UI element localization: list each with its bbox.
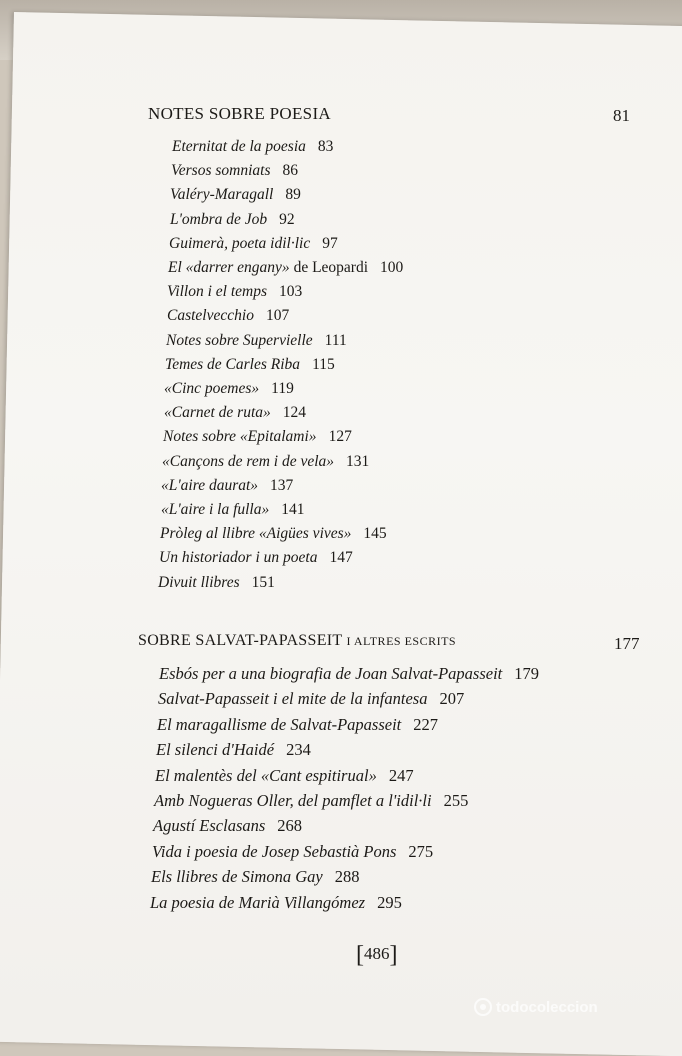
toc-entry — [158, 689, 464, 709]
toc-entry-page: 151 — [251, 573, 275, 591]
toc-entry-page: 268 — [277, 816, 303, 836]
watermark-text: todocoleccion — [496, 998, 598, 1016]
bracket-right: ] — [389, 942, 398, 968]
toc-entry — [172, 138, 333, 156]
toc-entry-title: La poesia de Marià Villangómez — [150, 892, 366, 912]
toc-entry-title: Temes de Carles Riba — [165, 355, 301, 373]
toc-entry — [153, 816, 302, 836]
toc-entry — [150, 893, 402, 913]
toc-entry-title: «Cançons de rem i de vela» — [162, 452, 335, 470]
toc-entry-title: Un historiador i un poeta — [159, 549, 318, 567]
toc-entry — [157, 715, 438, 735]
toc-entry-page: 131 — [346, 452, 370, 470]
toc-entry-page: 115 — [312, 355, 335, 373]
toc-entry-title: L'ombra de Job — [170, 210, 268, 228]
toc-entry-title: Agustí Esclasans — [153, 816, 266, 836]
toc-entry-page: 92 — [279, 210, 295, 228]
toc-entry — [158, 574, 275, 592]
toc-entry-title: Castelvecchio — [167, 307, 254, 325]
toc-entry-title: Eternitat de la poesia — [172, 138, 306, 155]
toc-entry — [170, 211, 295, 229]
section-title-salvat-papasseit — [138, 632, 456, 650]
toc-entry-title: Villon i el temps — [167, 283, 268, 301]
toc-entry-page: 86 — [282, 162, 298, 180]
toc-entry-title: Divuit llibres — [158, 573, 240, 591]
toc-entry-page: 288 — [334, 867, 360, 887]
toc-entry-page: 127 — [328, 428, 352, 446]
page-number — [356, 942, 398, 969]
toc-entry-title: Amb Nogueras Oller, del pamflet a l'idil·li — [154, 791, 432, 810]
toc-entry-title: Esbós per a una biografia de Joan Salvat-Papasseit — [159, 664, 503, 683]
toc-entry — [162, 453, 369, 471]
watermark-logo-icon — [474, 998, 492, 1016]
toc-entry — [168, 259, 403, 277]
toc-entry-title: El silenci d'Haidé — [156, 740, 275, 760]
toc-entry — [160, 525, 387, 543]
toc-entry-page: 275 — [408, 841, 434, 861]
toc-entry-page: 207 — [439, 689, 465, 709]
toc-entry — [159, 549, 353, 567]
toc-entry-page: 179 — [514, 664, 540, 683]
toc-entry — [166, 332, 347, 350]
toc-entry-title: Guimerà, poeta idil·lic — [169, 234, 311, 252]
toc-entry-title: «L'aire i la fulla» — [161, 501, 270, 518]
toc-entry-page: 147 — [329, 549, 353, 567]
toc-entry — [164, 404, 306, 422]
toc-entry-title: Notes sobre Supervielle — [166, 331, 313, 349]
toc-entry — [161, 477, 293, 495]
toc-entry — [163, 428, 352, 446]
bracket-left: [ — [356, 942, 364, 968]
toc-entry-title: Versos somniats — [171, 162, 271, 180]
toc-entry-page: 137 — [270, 476, 294, 494]
toc-entry-page: 111 — [324, 331, 347, 349]
toc-entry-title: «L'aire daurat» — [161, 476, 259, 494]
toc-entry-title: El maragallisme de Salvat-Papasseit — [157, 714, 402, 734]
toc-entry — [167, 307, 289, 325]
toc-entry-page: 89 — [285, 186, 301, 204]
toc-entry-title: «Carnet de ruta» — [164, 404, 271, 422]
toc-entry — [159, 664, 539, 684]
toc-entry — [161, 501, 305, 519]
toc-entry-title: El «darrer engany» de Leopardi — [168, 259, 369, 276]
toc-entry-title: Salvat-Papasseit i el mite de la infantesa — [158, 689, 428, 709]
toc-entry-title: Vida i poesia de Josep Sebastià Pons — [152, 841, 397, 861]
toc-entry-page: 119 — [271, 380, 294, 397]
toc-entry — [170, 186, 301, 204]
toc-entry — [154, 791, 468, 811]
section-title-rest: I ALTRES ESCRITS — [346, 634, 457, 648]
toc-entry-page: 103 — [279, 283, 303, 301]
toc-entry-title: Notes sobre «Epitalami» — [163, 428, 317, 446]
toc-entry — [156, 740, 311, 760]
toc-entry-page: 145 — [363, 525, 387, 543]
toc-entry-page: 141 — [281, 501, 305, 518]
toc-entry-page: 295 — [377, 892, 402, 912]
page-number-value: 486 — [364, 944, 390, 963]
toc-entry-page: 124 — [282, 404, 307, 422]
toc-entry — [164, 380, 294, 398]
toc-entry-page: 107 — [265, 307, 290, 325]
toc-entry-page: 97 — [322, 234, 338, 252]
toc-entry-title: Valéry-Maragall — [170, 186, 274, 204]
toc-entry — [155, 766, 414, 786]
toc-entry-page: 227 — [413, 714, 439, 734]
toc-entry — [171, 162, 298, 180]
toc-entry-title: Els llibres de Simona Gay — [151, 867, 323, 887]
watermark — [474, 996, 674, 1018]
toc-entry-page: 234 — [286, 740, 311, 760]
section-title-notes-sobre-poesia: NOTES SOBRE POESIA — [148, 104, 331, 123]
section-title-main: SOBRE SALVAT-PAPASSEIT — [138, 632, 343, 649]
toc-entry-title: El malentès del «Cant espitirual» — [155, 765, 377, 785]
toc-entry — [151, 867, 359, 887]
section-page-salvat-papasseit: 177 — [614, 634, 640, 653]
toc-entry — [167, 283, 302, 301]
toc-entry-page: 247 — [388, 765, 414, 785]
toc-entry — [169, 235, 338, 253]
toc-entry — [165, 356, 335, 374]
toc-entry-title: «Cinc poemes» — [164, 380, 260, 397]
toc-entry-page: 100 — [380, 259, 404, 276]
section-page-notes-sobre-poesia: 81 — [613, 106, 630, 125]
toc-entry-title: Pròleg al llibre «Aigües vives» — [160, 525, 352, 543]
toc-entry — [152, 842, 433, 862]
toc-entry-page: 255 — [443, 791, 469, 810]
toc-entry-page: 83 — [317, 138, 334, 155]
